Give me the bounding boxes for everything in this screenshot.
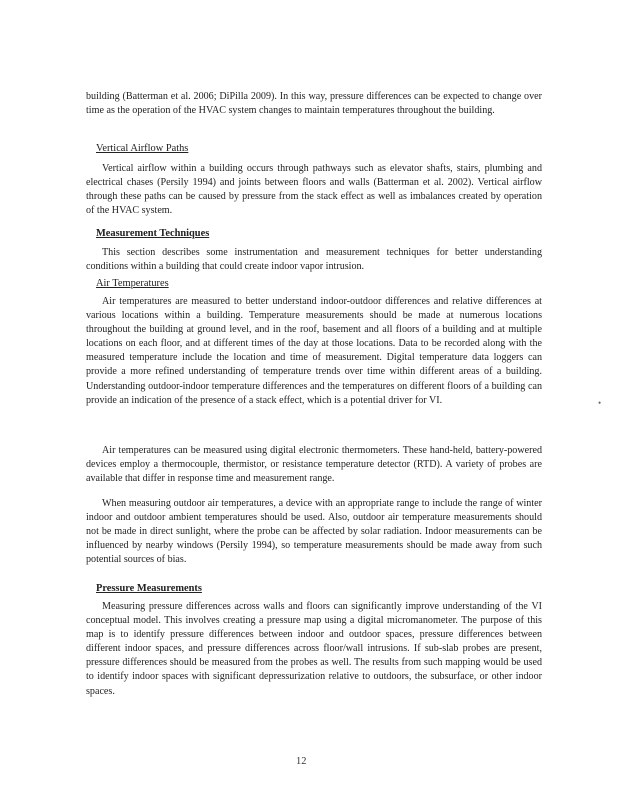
paragraph-measurement-techniques: This section describes some instrumentation and measurement techniques for better understanding conditions within a building that could create indoor vapor intrusion. (86, 247, 542, 273)
paragraph-intro: building (Batterman et al. 2006; DiPilla 2009). In this way, pressure differences can be expected to change over time as the operation of the HVAC system changes to maintain temperatures throughout the building. (86, 91, 542, 117)
paragraph-vertical-airflow: Vertical airflow within a building occurs through pathways such as elevator shafts, stairs, plumbing and electrical chases (Persily 1994) and joints between floors and walls (Batterman et al. 2002). Vertical airflow through these paths can be caused by pressure from the stack effect as well as imbalances created by operation of the HVAC system. (86, 163, 542, 217)
heading-measurement-techniques: Measurement Techniques (96, 228, 210, 239)
heading-pressure-measurements: Pressure Measurements (96, 583, 202, 594)
heading-air-temperatures: Air Temperatures (96, 278, 169, 289)
margin-mark: • (598, 398, 602, 408)
paragraph-air-temperatures-3: When measuring outdoor air temperatures, a device with an appropriate range to include the range of winter indoor and outdoor ambient temperatures should be used. Also, outdoor air temperature measurements should not be made in direct sunlight, where the probe can be affected by solar radiation. Indoor measurements can be influenced by nearby windows (Persily 1994), so temperature measurements should be made away from such potential sources of bias. (86, 498, 542, 566)
paragraph-air-temperatures-1: Air temperatures are measured to better understand indoor-outdoor differences and relative differences at various locations within a building. Temperature measurements should be made at numerous locations throughout the building at ground level, and in the roof, basement and all floors of a building and at multiple locations on each floor, and at different times of the day at those locations. Data to be recorded along with the measured temperature include the location and time of measurement. Digital temperature data loggers can provide a more refined understanding of temperature trends over time within different areas of a building. Understanding outdoor-indoor temperature differences and the temperatures on different floors of a building can provide an indication of the presence of a stack effect, which is a potential driver for VI. (86, 296, 542, 406)
page-number: 12 (296, 756, 307, 767)
paragraph-pressure-measurements: Measuring pressure differences across walls and floors can significantly improve understanding of the VI conceptual model. This involves creating a pressure map using a digital micromanometer. The purpose of this map is to identify pressure differences between indoor and outdoor spaces, pressure differences between different indoor spaces, and pressure differences across floor/wall intrusions. If sub-slab probes are present, pressure differences should be measured from the probes as well. The results from such mapping would be used to identify indoor spaces with significant depressurization relative to outdoors, the subsurface, or other indoor spaces. (86, 601, 542, 697)
heading-vertical-airflow: Vertical Airflow Paths (96, 143, 189, 154)
paragraph-air-temperatures-2: Air temperatures can be measured using digital electronic thermometers. These hand-held, battery-powered devices employ a thermocouple, thermistor, or resistance temperature detector (RTD). A variety of probes are available that differ in response time and measurement range. (86, 445, 542, 485)
